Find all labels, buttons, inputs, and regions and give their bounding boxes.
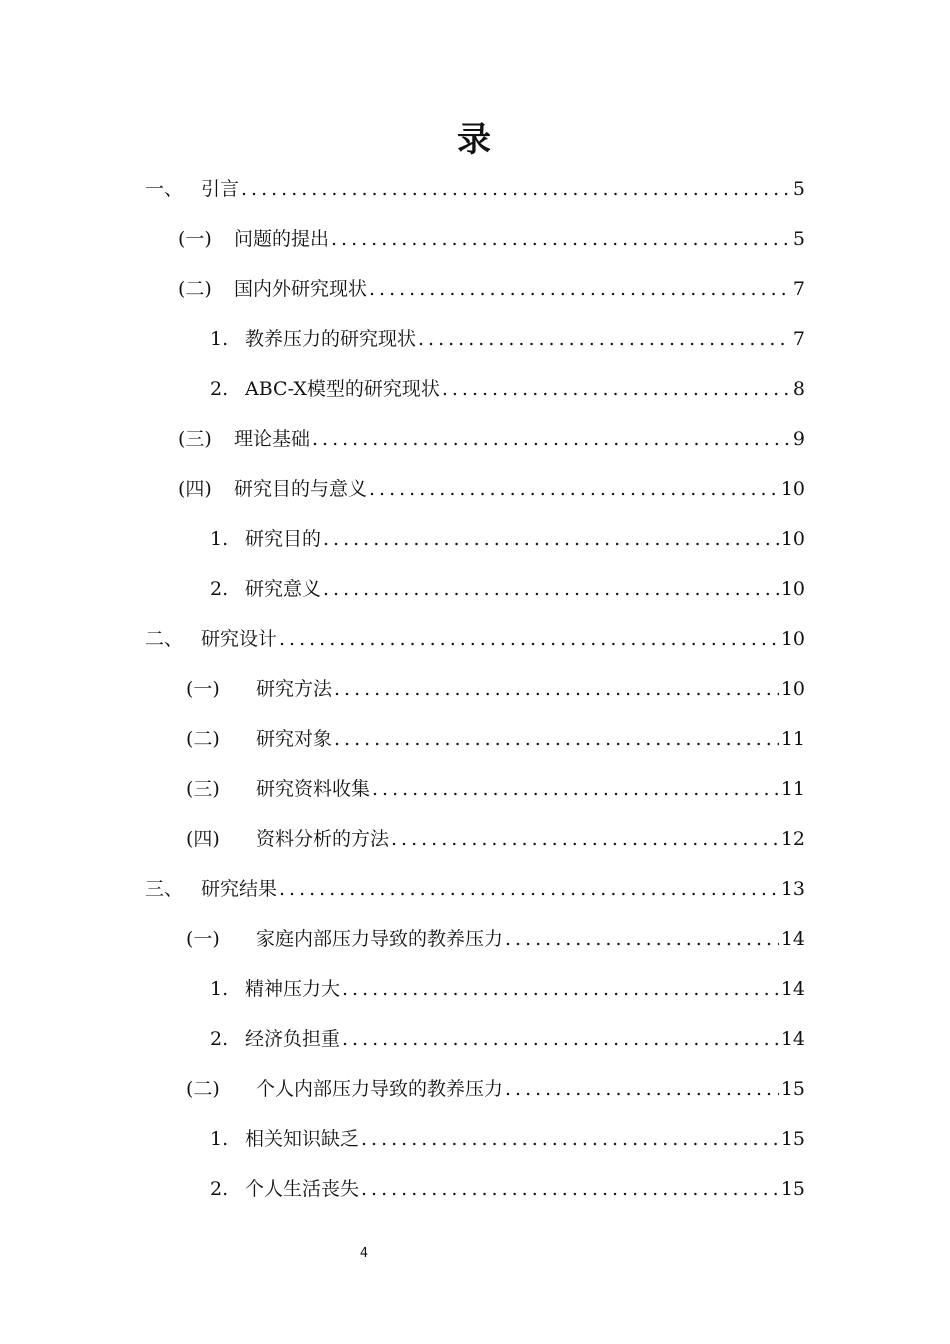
dot-leader bbox=[310, 424, 791, 454]
toc-entry-number: (三) bbox=[186, 778, 220, 800]
toc-entry[interactable] bbox=[210, 324, 805, 354]
toc-entry-page: 14 bbox=[780, 928, 805, 950]
toc-entry-number: (二) bbox=[178, 278, 212, 300]
toc-entry-text: 引言 bbox=[201, 178, 240, 200]
toc-entry-number: 2. bbox=[210, 578, 229, 600]
toc-entry-page: 14 bbox=[780, 1028, 805, 1050]
toc-entry-page: 10 bbox=[780, 678, 805, 700]
dot-leader bbox=[416, 324, 791, 354]
toc-entry-text: 资料分析的方法 bbox=[256, 828, 390, 850]
toc-entry-text: 研究设计 bbox=[201, 628, 278, 650]
toc-entry-number: 1. bbox=[210, 328, 229, 350]
toc-entry-number: (一) bbox=[178, 228, 212, 250]
dot-leader bbox=[370, 774, 779, 804]
toc-entry-page: 10 bbox=[780, 478, 805, 500]
dot-leader bbox=[321, 574, 779, 604]
toc-entry-number: 二、 bbox=[145, 628, 184, 650]
toc-entry-page: 10 bbox=[780, 628, 805, 650]
toc-entry-number: (一) bbox=[186, 678, 220, 700]
toc-entry[interactable] bbox=[186, 924, 805, 954]
page-number: 4 bbox=[359, 1246, 369, 1261]
toc-entry[interactable] bbox=[145, 174, 805, 204]
toc-entry-number: (一) bbox=[186, 928, 220, 950]
dot-leader bbox=[503, 1074, 779, 1104]
toc-entry-page: 5 bbox=[792, 228, 805, 250]
toc-entry-number: 1. bbox=[210, 1128, 229, 1150]
dot-leader bbox=[277, 624, 779, 654]
toc-entry-text: 研究对象 bbox=[256, 728, 333, 750]
dot-leader bbox=[277, 874, 779, 904]
toc-entry-page: 15 bbox=[780, 1128, 805, 1150]
toc-entry-number: (四) bbox=[178, 478, 212, 500]
toc-entry[interactable] bbox=[145, 624, 805, 654]
toc-entry-text: 国内外研究现状 bbox=[234, 278, 368, 300]
toc-entry[interactable] bbox=[210, 374, 805, 404]
toc-entry-text: 研究结果 bbox=[201, 878, 278, 900]
toc-entry-page: 8 bbox=[792, 378, 805, 400]
toc-entry-number: (二) bbox=[186, 1078, 220, 1100]
toc-entry-number: 2. bbox=[210, 1178, 229, 1200]
toc-entry-number: 一、 bbox=[145, 178, 184, 200]
toc-entry[interactable] bbox=[186, 824, 805, 854]
toc-entry-page: 15 bbox=[780, 1078, 805, 1100]
toc-entry-page: 11 bbox=[780, 778, 805, 800]
toc-entry-text: 研究资料收集 bbox=[256, 778, 371, 800]
toc-entry[interactable] bbox=[178, 274, 805, 304]
toc-entry-text: 研究意义 bbox=[245, 578, 322, 600]
dot-leader bbox=[359, 1124, 779, 1154]
toc-entry-text: 研究方法 bbox=[256, 678, 333, 700]
toc-entry[interactable] bbox=[210, 1174, 805, 1204]
toc-entry[interactable] bbox=[178, 474, 805, 504]
dot-leader bbox=[440, 374, 791, 404]
dot-leader bbox=[359, 1174, 779, 1204]
toc-entry-text: 个人生活丧失 bbox=[245, 1178, 360, 1200]
toc-entry[interactable] bbox=[186, 724, 805, 754]
toc-title: 录 bbox=[457, 120, 493, 160]
toc-entry-page: 15 bbox=[780, 1178, 805, 1200]
toc-entry[interactable] bbox=[186, 674, 805, 704]
toc-entry[interactable] bbox=[178, 424, 805, 454]
toc-entry-text: 教养压力的研究现状 bbox=[245, 328, 417, 350]
toc-entry[interactable] bbox=[145, 874, 805, 904]
toc-entry-text: 相关知识缺乏 bbox=[245, 1128, 360, 1150]
dot-leader bbox=[340, 1024, 779, 1054]
dot-leader bbox=[503, 924, 779, 954]
toc-entry[interactable] bbox=[210, 1124, 805, 1154]
toc-entry[interactable] bbox=[210, 524, 805, 554]
toc-entry[interactable] bbox=[210, 974, 805, 1004]
toc-entry-number: 2. bbox=[210, 378, 229, 400]
toc-entry[interactable] bbox=[186, 774, 805, 804]
dot-leader bbox=[332, 724, 779, 754]
dot-leader bbox=[321, 524, 779, 554]
toc-entry-page: 5 bbox=[792, 178, 805, 200]
toc-entry-number: (二) bbox=[186, 728, 220, 750]
toc-entry-number: 1. bbox=[210, 978, 229, 1000]
toc-entry-page: 13 bbox=[780, 878, 805, 900]
toc-entry-number: (三) bbox=[178, 428, 212, 450]
toc-entry[interactable] bbox=[178, 224, 805, 254]
toc-entry-page: 10 bbox=[780, 528, 805, 550]
toc-entry-text: 个人内部压力导致的教养压力 bbox=[256, 1078, 504, 1100]
toc-entry-text: 问题的提出 bbox=[234, 228, 330, 250]
toc-entry-text: ABC-X模型的研究现状 bbox=[245, 378, 440, 400]
dot-leader bbox=[389, 824, 779, 854]
toc-entry-number: 三、 bbox=[145, 878, 184, 900]
toc-entry-page: 10 bbox=[780, 578, 805, 600]
toc-entry[interactable] bbox=[210, 1024, 805, 1054]
dot-leader bbox=[239, 174, 791, 204]
toc-entry-text: 研究目的与意义 bbox=[234, 478, 368, 500]
toc-entry-page: 14 bbox=[780, 978, 805, 1000]
toc-entry-page: 12 bbox=[780, 828, 805, 850]
toc-entry-number: 1. bbox=[210, 528, 229, 550]
toc-entry-page: 7 bbox=[792, 328, 805, 350]
dot-leader bbox=[367, 474, 779, 504]
toc-entry[interactable] bbox=[186, 1074, 805, 1104]
toc-entry-text: 精神压力大 bbox=[245, 978, 341, 1000]
dot-leader bbox=[340, 974, 779, 1004]
dot-leader bbox=[329, 224, 791, 254]
toc-entry-text: 理论基础 bbox=[234, 428, 311, 450]
toc-entry-text: 家庭内部压力导致的教养压力 bbox=[256, 928, 504, 950]
dot-leader bbox=[367, 274, 791, 304]
toc-entry-number: (四) bbox=[186, 828, 220, 850]
toc-entry-text: 经济负担重 bbox=[245, 1028, 341, 1050]
toc-entry-page: 9 bbox=[792, 428, 805, 450]
toc-entry-text: 研究目的 bbox=[245, 528, 322, 550]
toc-entry-page: 7 bbox=[792, 278, 805, 300]
toc-entry-number: 2. bbox=[210, 1028, 229, 1050]
toc-entry-page: 11 bbox=[780, 728, 805, 750]
toc-entry[interactable] bbox=[210, 574, 805, 604]
dot-leader bbox=[332, 674, 779, 704]
